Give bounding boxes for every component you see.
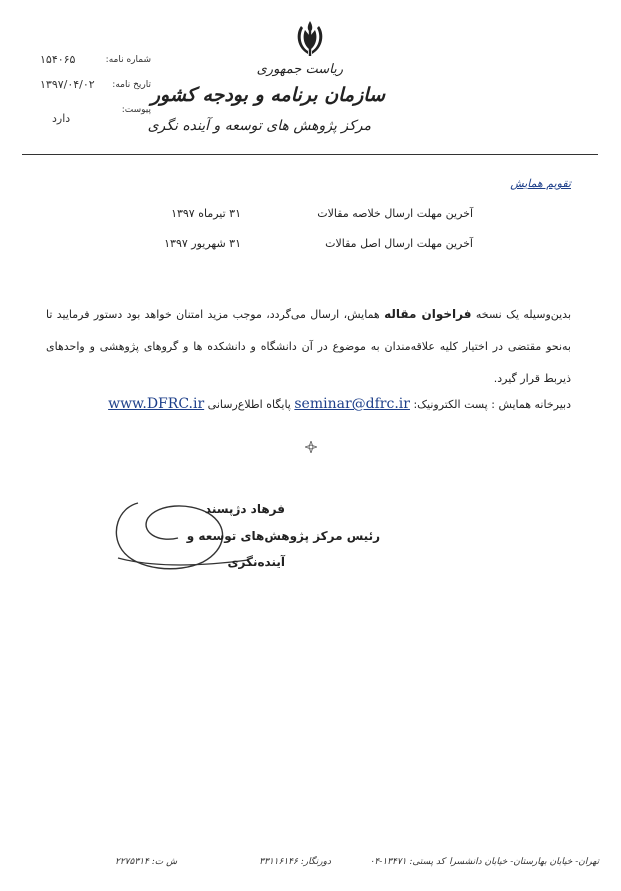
org-line-presidency: ریاست جمهوری xyxy=(256,62,343,77)
contact-website-label: پایگاه اطلاع‌رسانی xyxy=(207,398,291,411)
attachment-label: پیوست: xyxy=(121,105,151,115)
call-for-papers-bold: فراخوان مقاله xyxy=(384,307,472,321)
header-divider xyxy=(22,154,598,155)
contact-line xyxy=(108,396,571,412)
schedule-label-abstracts: آخرین مهلت ارسال خلاصه مقالات xyxy=(317,207,473,220)
org-line-budget-organization: سازمان برنامه و بودجه کشور xyxy=(150,84,385,106)
schedule-value-abstracts: ۳۱ تیرماه ۱۳۹۷ xyxy=(171,207,241,220)
contact-website-link[interactable]: www.DFRC.ir xyxy=(108,396,205,412)
letter-number-label: شماره نامه: xyxy=(105,55,151,65)
iran-emblem-icon xyxy=(292,18,328,58)
signatory-name: فرهاد دژپسند xyxy=(204,502,285,516)
contact-prefix: دبیرخانه همایش : پست الکترونیک: xyxy=(413,398,571,411)
schedule-label-full-papers: آخرین مهلت ارسال اصل مقالات xyxy=(325,237,473,250)
body-paragraph xyxy=(46,298,571,395)
para-rest: همایش، ارسال می‌گردد، موجب مزید امتنان خواهد بود دستور فرمایید تا به‌نحو مقتضی در اختیار کلیه علاقه‌مندان به موضوع در آن دانشگاه و دانشکده ها و گروهای پژوهشی و واحدهای ذیربط قرار گیرد. xyxy=(46,308,571,385)
conference-schedule-title: تقویم همایش xyxy=(510,177,571,190)
letter-date-value: ۱۳۹۷/۰۴/۰۲ xyxy=(40,78,95,91)
footer-fax: دورنگار: ۳۳۱۱۶۱۴۶ xyxy=(259,857,331,867)
schedule-value-full-papers: ۳۱ شهریور ۱۳۹۷ xyxy=(164,237,241,250)
letter-number-value: ۱۵۴۰۶۵ xyxy=(40,53,76,66)
separator-diamond-icon xyxy=(305,441,317,453)
signatory-title-line2: آینده‌نگری xyxy=(227,555,285,569)
para-intro: بدین‌وسیله یک نسخه xyxy=(475,308,572,321)
footer-postal-code: کد پستی: ۱۳۴۷۱-۰۴ xyxy=(369,857,445,867)
footer-address: تهران- خیابان بهارستان- خیابان دانشسرا xyxy=(449,857,599,867)
signatory-title-line1: رئیس مرکز پژوهش‌های توسعه و xyxy=(186,529,380,543)
attachment-value: دارد xyxy=(52,112,71,125)
footer-phone: ش ت: ۲۲۷۵۳۱۴ xyxy=(115,857,178,867)
letter-date-label: تاریخ نامه: xyxy=(112,80,151,90)
contact-email-link[interactable]: seminar@dfrc.ir xyxy=(294,396,410,412)
org-line-research-center: مرکز پژوهش های توسعه و آینده نگری xyxy=(147,118,371,134)
